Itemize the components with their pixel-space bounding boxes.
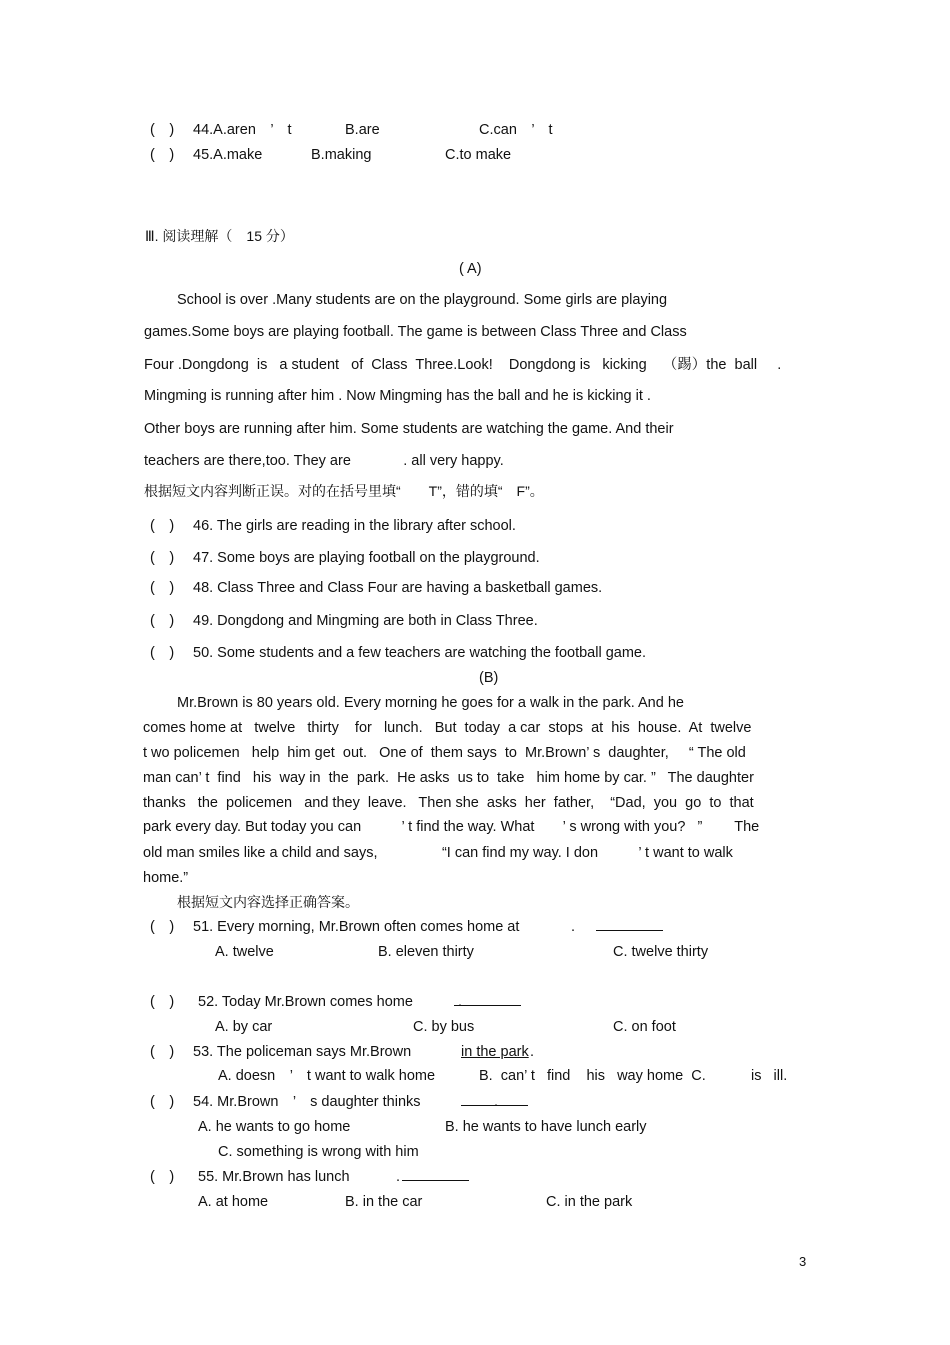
q55-option-a: A. at home — [198, 1194, 269, 1210]
q52-dot: . — [458, 994, 463, 1010]
q55-option-b: B. in the car — [345, 1194, 423, 1210]
q53-paren: ( ) — [150, 1044, 175, 1060]
q51-paren: ( ) — [150, 919, 175, 935]
q53-stem: 53. The policeman says Mr.Brown — [193, 1044, 412, 1060]
q49-paren: ( ) — [150, 613, 175, 629]
q52-stem: 52. Today Mr.Brown comes home — [198, 994, 413, 1010]
passage-b-line: Mr.Brown is 80 years old. Every morning he goes for a walk in the park. And he — [177, 695, 684, 711]
q53-option-a: A. doesn ’ t want to walk home — [218, 1068, 436, 1084]
q53-option-c: is ill. — [751, 1068, 788, 1084]
q55-paren: ( ) — [150, 1169, 175, 1185]
q45-option-b: B.making — [311, 147, 372, 163]
q47-text: 47. Some boys are playing football on the playground. — [193, 550, 540, 566]
q51-option-a: A. twelve — [215, 944, 274, 960]
passage-b-line: t wo policemen help him get out. One of them says to Mr.Brown’ s daughter, “ The old — [143, 745, 746, 761]
q51-dot: . — [571, 919, 576, 935]
q51-stem: 51. Every morning, Mr.Brown often comes home at — [193, 919, 520, 935]
q55-dot: . — [396, 1169, 401, 1185]
passage-b-line: home.” — [143, 870, 189, 886]
q54-dot: . — [494, 1094, 499, 1110]
passage-a-line: Mingming is running after him . Now Mingming has the ball and he is kicking it . — [144, 388, 651, 404]
q54-paren: ( ) — [150, 1094, 175, 1110]
q47-paren: ( ) — [150, 550, 175, 566]
passage-a-instruction: 根据短文内容判断正误。对的在括号里填“ T”，错的填“ F”。 — [144, 483, 544, 499]
passage-b-instruction: 根据短文内容选择正确答案。 — [177, 894, 359, 910]
passage-a-line: School is over .Many students are on the playground. Some girls are playing — [177, 292, 668, 308]
q50-text: 50. Some students and a few teachers are watching the football game. — [193, 645, 646, 661]
q54-option-b: B. he wants to have lunch early — [445, 1119, 647, 1135]
passage-a-line: Other boys are running after him. Some students are watching the game. And their — [144, 421, 674, 437]
passage-a-heading: ( A) — [459, 261, 482, 277]
q49-text: 49. Dongdong and Mingming are both in Class Three. — [193, 613, 538, 629]
passage-a-line: Four .Dongdong is a student of Class Three.Look! Dongdong is kicking （踢）the ball . — [144, 357, 782, 373]
q44-option-c: C.can ’ t — [479, 122, 553, 138]
q50-paren: ( ) — [150, 645, 175, 661]
q51-option-b: B. eleven thirty — [378, 944, 474, 960]
passage-a-line: teachers are there,too. They are . all very happy. — [144, 453, 504, 469]
q52-option-a: A. by car — [215, 1019, 273, 1035]
q48-text: 48. Class Three and Class Four are having a basketball games. — [193, 580, 603, 596]
q45-option-a: 45.A.make — [193, 147, 263, 163]
q55-answer-blank[interactable] — [402, 1168, 469, 1186]
q52-option-b: C. by bus — [413, 1019, 475, 1035]
q55-option-c: C. in the park — [546, 1194, 633, 1210]
q48-paren: ( ) — [150, 580, 175, 596]
q44-option-b: B.are — [345, 122, 380, 138]
q54-stem: 54. Mr.Brown ’ s daughter thinks — [193, 1094, 421, 1110]
passage-b-line: old man smiles like a child and says, “I can find my way. I don ’ t want to walk — [143, 845, 733, 861]
q51-answer-blank[interactable] — [596, 918, 663, 936]
q46-text: 46. The girls are reading in the library after school. — [193, 518, 516, 534]
passage-b-line: man can’ t find his way in the park. He asks us to take him home by car. ” The daughter — [143, 770, 754, 786]
q45-paren: ( ) — [150, 147, 175, 163]
q54-option-c: C. something is wrong with him — [218, 1144, 419, 1160]
q52-answer-blank[interactable] — [454, 993, 521, 1011]
q44-option-a: 44.A.aren ’ t — [193, 122, 292, 138]
q44-paren: ( ) — [150, 122, 175, 138]
page-number: 3 — [799, 1254, 807, 1269]
q51-option-c: C. twelve thirty — [613, 944, 709, 960]
passage-a-line: games.Some boys are playing football. The game is between Class Three and Class — [144, 324, 687, 340]
passage-b-heading: (B) — [479, 670, 499, 686]
q55-stem: 55. Mr.Brown has lunch — [198, 1169, 350, 1185]
passage-b-line: comes home at twelve thirty for lunch. But today a car stops at his house. At twelve — [143, 720, 752, 736]
q46-paren: ( ) — [150, 518, 175, 534]
section-title: Ⅲ. 阅读理解（ 15 分） — [145, 228, 294, 244]
q53-period: . — [530, 1044, 535, 1060]
passage-b-line: thanks the policemen and they leave. Then she asks her father, “Dad, you go to that — [143, 795, 754, 811]
q54-option-a: A. he wants to go home — [198, 1119, 351, 1135]
q45-option-c: C.to make — [445, 147, 512, 163]
q52-option-c: C. on foot — [613, 1019, 676, 1035]
q53-option-b: B. can’ t find his way home C. — [479, 1068, 706, 1084]
passage-b-line: park every day. But today you can ’ t find the way. What ’ s wrong with you? ” The — [143, 819, 760, 835]
q52-paren: ( ) — [150, 994, 175, 1010]
q53-underlined-phrase: in the park — [461, 1044, 529, 1060]
